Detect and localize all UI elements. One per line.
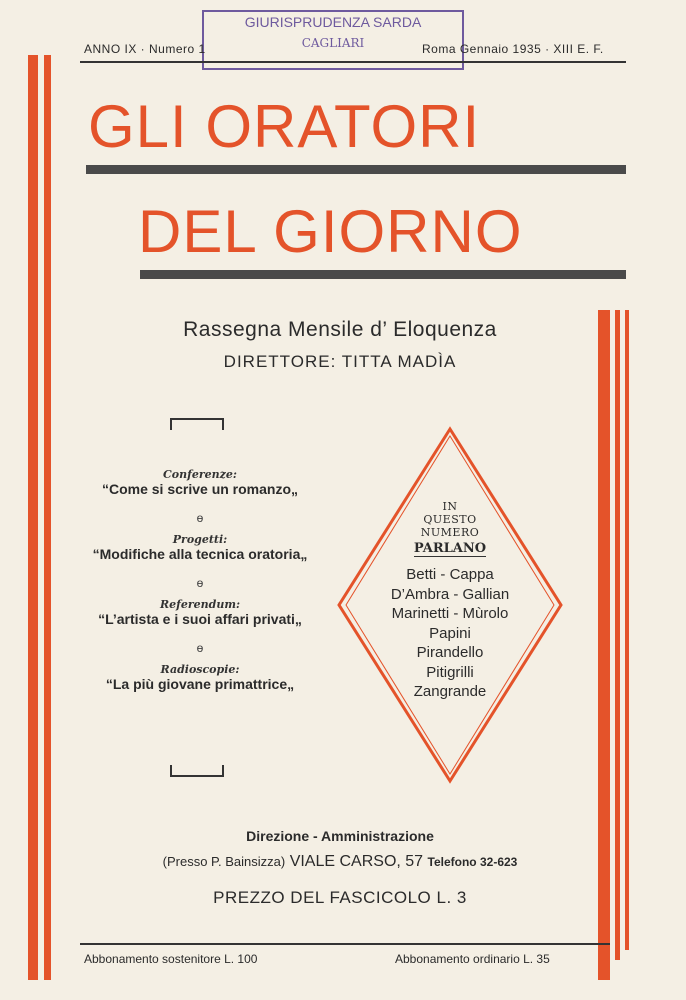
director: DIRETTORE: TITTA MADÌA: [223, 352, 457, 371]
right-stripe-inner: [625, 310, 629, 950]
footer-rule: [80, 943, 610, 945]
bracket-bottom: [170, 765, 224, 777]
section-text: “L’artista e i suoi affari privati„: [98, 611, 302, 627]
spiral-ornament-icon: ɵ: [196, 641, 204, 655]
speaker: Pitigrilli: [426, 663, 474, 681]
stamp-line1: GIURISPRUDENZA SARDA: [244, 14, 422, 30]
section-category: Progetti:: [172, 533, 228, 546]
title-bar-2: [140, 270, 626, 279]
section-item: [80, 468, 320, 497]
right-stripe-mid: [615, 310, 620, 960]
section-item: [80, 533, 320, 562]
price: PREZZO DEL FASCICOLO L. 3: [213, 888, 467, 907]
stamp-line2: CAGLIARI: [301, 36, 365, 50]
subtitle: Rassegna Mensile d’ Eloquenza: [183, 318, 497, 341]
address-prefix: (Presso P. Bainsizza): [162, 854, 286, 869]
speaker: Marinetti - Mùrolo: [391, 605, 509, 622]
section-list: [80, 468, 320, 692]
spiral-ornament-icon: ɵ: [196, 511, 204, 525]
section-text: “Modifiche alla tecnica oratoria„: [92, 546, 308, 562]
bracket-top: [170, 418, 224, 430]
address: VIALE CARSO, 57: [289, 853, 424, 870]
diamond-heading: PARLANO: [413, 541, 487, 556]
footer-right: Abbonamento ordinario L. 35: [395, 952, 550, 966]
section-item: [80, 663, 320, 692]
section-category: Conferenze:: [163, 468, 237, 481]
title-bar-1: [86, 165, 626, 174]
spiral-ornament-icon: ɵ: [196, 576, 204, 590]
header-rule: [80, 61, 626, 63]
title-line1: GLI ORATORI: [88, 93, 481, 160]
admin-heading: Direzione - Amministrazione: [246, 828, 434, 844]
speaker: Papini: [429, 624, 471, 642]
admin-address-line: [90, 853, 590, 871]
title-line2: DEL GIORNO: [138, 198, 523, 265]
phone: Telefono 32-623: [427, 855, 518, 869]
diamond-intro-1: IN: [442, 500, 458, 513]
speaker: D’Ambra - Gallian: [390, 585, 510, 603]
issue-date: Roma Gennaio 1935 · XIII E. F.: [422, 42, 604, 56]
speaker: Pirandello: [416, 644, 484, 661]
left-stripe-outer: [28, 55, 38, 980]
right-stripe-outer: [598, 310, 610, 980]
speaker: Betti - Cappa: [406, 566, 494, 583]
footer-left: Abbonamento sostenitore L. 100: [84, 952, 258, 966]
diamond-content: [350, 500, 550, 702]
issue-info: ANNO IX · Numero 1: [84, 42, 206, 56]
section-text: “La più giovane primattrice„: [105, 676, 295, 692]
diamond-intro-3: NUMERO: [420, 526, 480, 539]
section-item: [80, 598, 320, 627]
section-category: Radioscopie:: [160, 663, 240, 676]
speaker: Zangrande: [413, 683, 487, 700]
left-stripe-inner: [44, 55, 51, 980]
section-text: “Come si scrive un romanzo„: [101, 481, 299, 497]
diamond-intro-2: QUESTO: [423, 513, 477, 526]
section-category: Referendum:: [159, 598, 241, 611]
